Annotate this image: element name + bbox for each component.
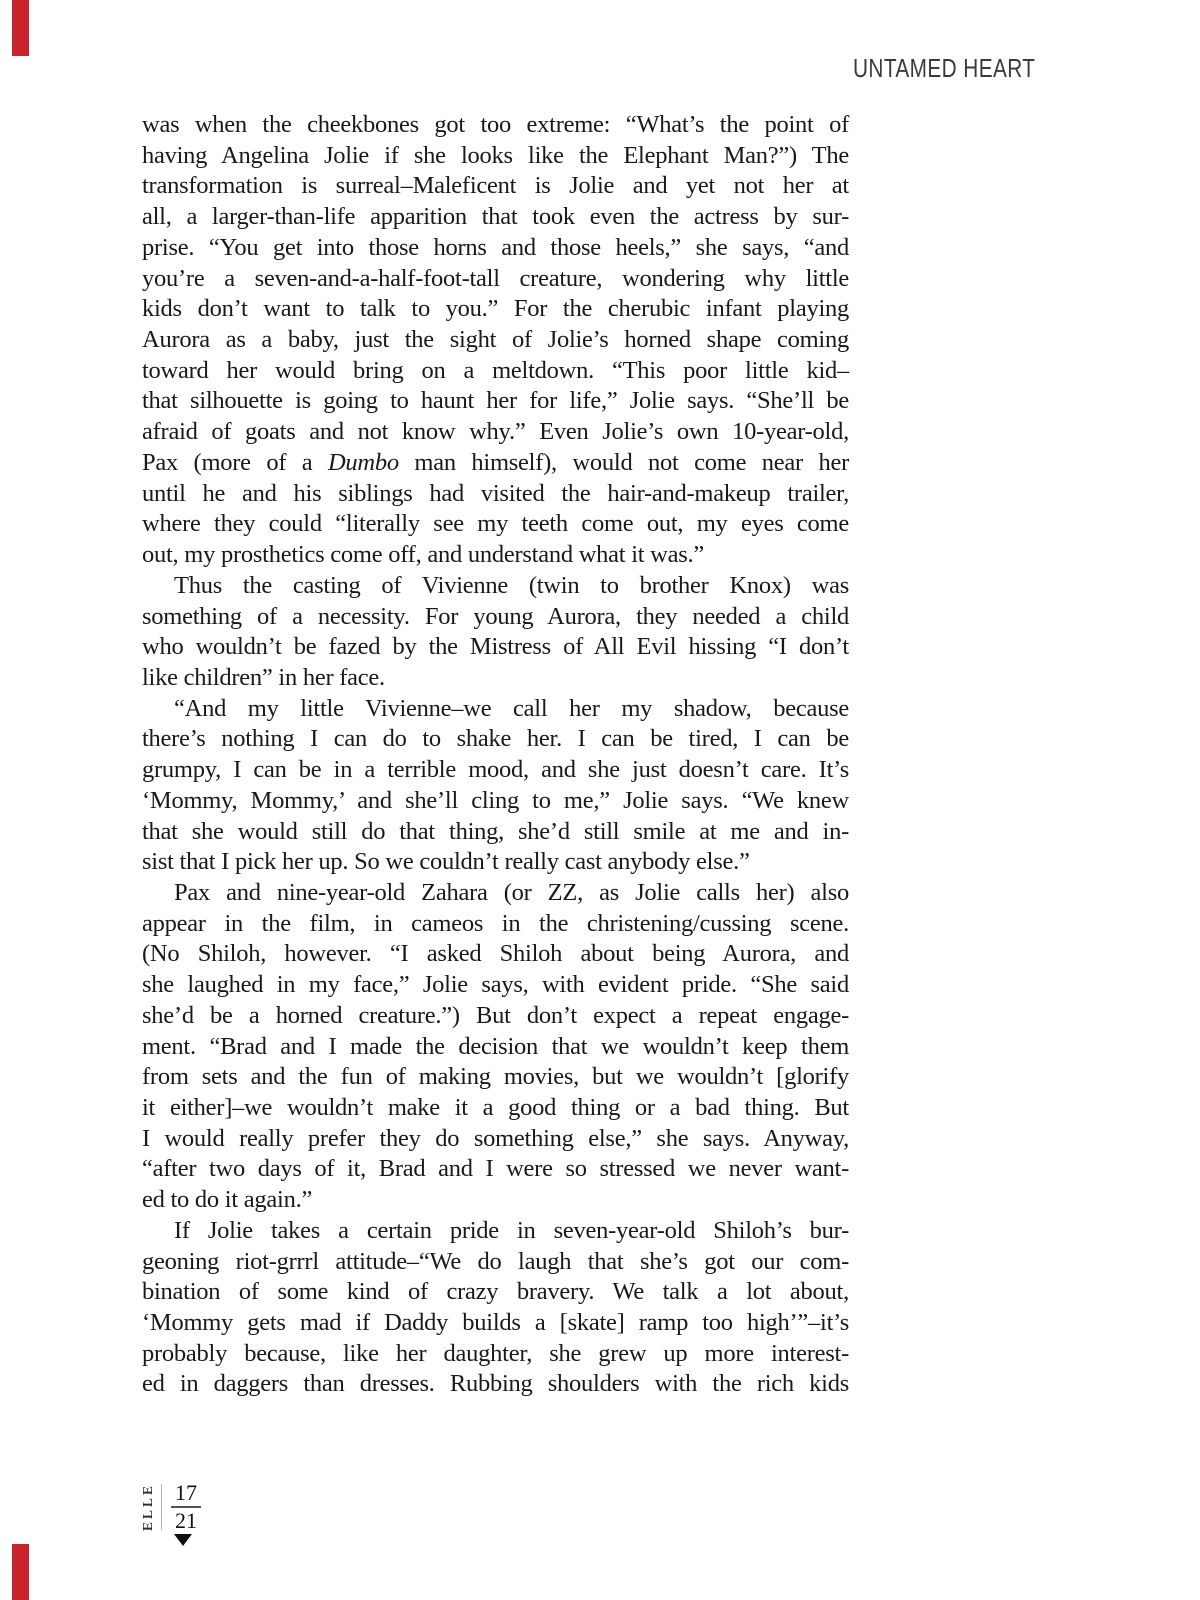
text-line: having Angelina Jolie if she looks like the Elephant Man?”) The bbox=[142, 141, 849, 169]
text-line: geoning riot-grrrl attitude–“We do laugh that she’s got our com- bbox=[142, 1247, 849, 1275]
text-line: toward her would bring on a meltdown. “This poor little kid– bbox=[142, 356, 849, 384]
text-line: If Jolie takes a certain pride in seven-year-old Shiloh’s bur- bbox=[174, 1216, 849, 1244]
text-line: prise. “You get into those horns and those heels,” she says, “and bbox=[142, 233, 849, 261]
text-line: from sets and the fun of making movies, but we wouldn’t [glorify bbox=[142, 1063, 849, 1091]
bleed-mark-bottom bbox=[12, 1544, 29, 1600]
text-line: until he and his siblings had visited the hair-and-makeup trailer, bbox=[142, 479, 849, 507]
text-line: bination of some kind of crazy bravery. We talk a lot about, bbox=[142, 1278, 849, 1306]
elle-logo-text: ELLE bbox=[140, 1482, 155, 1532]
text-line: ed in daggers than dresses. Rubbing shoulders with the rich kids bbox=[142, 1370, 849, 1398]
text-line: something of a necessity. For young Aurora, they needed a child bbox=[142, 602, 849, 630]
text-line: grumpy, I can be in a terrible mood, and she just doesn’t care. It’s bbox=[142, 756, 849, 784]
text-line: transformation is surreal–Maleficent is Jolie and yet not her at bbox=[142, 172, 849, 200]
text-line: that silhouette is going to haunt her for life,” Jolie says. “She’ll be bbox=[142, 387, 849, 415]
page-number bbox=[168, 1481, 204, 1533]
text-line: like children” in her face. bbox=[142, 663, 385, 691]
page-number-current: 17 bbox=[175, 1480, 197, 1505]
page-footer bbox=[138, 1482, 218, 1552]
text-line: ed to do it again.” bbox=[142, 1186, 313, 1214]
bleed-mark-top bbox=[12, 0, 29, 56]
text-line: all, a larger-than-life apparition that took even the actress by sur- bbox=[142, 203, 849, 231]
text-line: sist that I pick her up. So we couldn’t really cast anybody else.” bbox=[142, 848, 750, 876]
text-line: (No Shiloh, however. “I asked Shiloh about being Aurora, and bbox=[142, 940, 849, 968]
text-line: I would really prefer they do something else,” she says. Anyway, bbox=[142, 1124, 849, 1152]
elle-logo bbox=[138, 1484, 158, 1530]
text-line: “And my little Vivienne–we call her my shadow, because bbox=[174, 694, 849, 722]
text-line: who wouldn’t be fazed by the Mistress of All Evil hissing “I don’t bbox=[142, 633, 849, 661]
text-line: probably because, like her daughter, she grew up more interest- bbox=[142, 1339, 849, 1367]
text-line: out, my prosthetics come off, and understand what it was.” bbox=[142, 541, 705, 569]
text-line: that she would still do that thing, she’d still smile at me and in- bbox=[142, 817, 849, 845]
text-line: Pax and nine-year-old Zahara (or ZZ, as Jolie calls her) also bbox=[174, 878, 849, 906]
text-line: ment. “Brad and I made the decision that we wouldn’t keep them bbox=[142, 1032, 849, 1060]
text-line: ‘Mommy, Mommy,’ and she’ll cling to me,” Jolie says. “We knew bbox=[142, 786, 849, 814]
text-line: you’re a seven-and-a-half-foot-tall creature, wondering why little bbox=[142, 264, 849, 292]
continued-arrow-icon bbox=[174, 1534, 192, 1546]
text-line: she’d be a horned creature.”) But don’t expect a repeat engage- bbox=[142, 1001, 849, 1029]
text-line: “after two days of it, Brad and I were so stressed we never want- bbox=[142, 1155, 849, 1183]
text-line: kids don’t want to talk to you.” For the cherubic infant playing bbox=[142, 295, 849, 323]
text-line: appear in the film, in cameos in the christening/cussing scene. bbox=[142, 909, 849, 937]
text-line: Aurora as a baby, just the sight of Jolie’s horned shape coming bbox=[142, 326, 849, 354]
text-line: it either]–we wouldn’t make it a good thing or a bad thing. But bbox=[142, 1094, 849, 1121]
running-head: UNTAMED HEART bbox=[853, 53, 1036, 83]
text-line: where they could “literally see my teeth come out, my eyes come bbox=[142, 510, 849, 538]
text-line: there’s nothing I can do to shake her. I can be tired, I can be bbox=[142, 725, 849, 753]
page-number-total: 21 bbox=[175, 1508, 197, 1533]
text-line: was when the cheekbones got too extreme: “What’s the point of bbox=[142, 111, 849, 138]
text-line: Thus the casting of Vivienne (twin to brother Knox) was bbox=[174, 571, 849, 599]
footer-divider bbox=[161, 1484, 162, 1530]
text-line: she laughed in my face,” Jolie says, with evident pride. “She said bbox=[142, 971, 849, 999]
text-line: afraid of goats and not know why.” Even Jolie’s own 10-year-old, bbox=[142, 418, 849, 446]
text-line: ‘Mommy gets mad if Daddy builds a [skate] ramp too high’”–it’s bbox=[142, 1309, 849, 1337]
text-line: Pax (more of a Dumbo man himself), would not come near her bbox=[142, 448, 849, 476]
article-text bbox=[142, 110, 849, 1400]
